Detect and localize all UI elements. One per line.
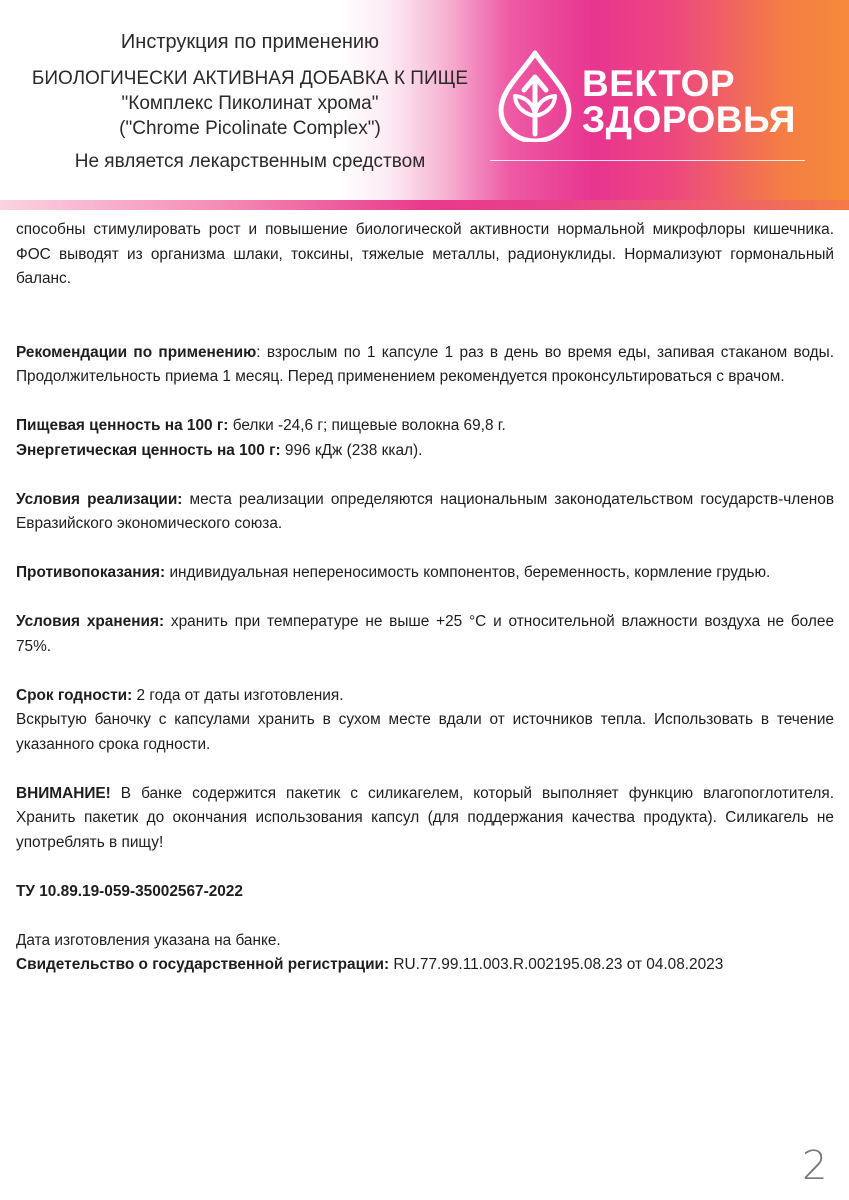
intro-paragraph: способны стимулировать рост и повышение биологической активности нормальной микрофлоры кишечника. ФОС выводят из организма шлаки, токсины, тяжелые металлы, радионуклиды. Нормализуют гормональный баланс.: [16, 221, 834, 287]
instruction-title: Инструкция по применению: [120, 31, 380, 53]
product-type: БИОЛОГИЧЕСКИ АКТИВНАЯ ДОБАВКА К ПИЩЕ: [31, 68, 469, 89]
not-medicine-notice: Не является лекарственным средством: [74, 151, 426, 172]
contra-label: Противопоказания:: [16, 564, 166, 581]
nutrition-text: белки -24,6 г; пищевые волокна 69,8 г.: [228, 417, 506, 434]
storage-text: хранить при температуре не выше +25 °С и относительной влажности воздуха не более 75%.: [16, 613, 835, 655]
page-header: [0, 0, 849, 210]
attention-section: [16, 782, 834, 856]
page-number: 2: [802, 1143, 828, 1189]
recommendations-label: Рекомендации по применению: [16, 343, 257, 361]
shelf-text: 2 года от даты изготовления.: [132, 686, 344, 704]
manufacture-date-note: Дата изготовления указана на банке.: [16, 931, 281, 949]
energy-section: [16, 439, 834, 464]
brand-line-2: ЗДОРОВЬЯ: [582, 99, 796, 140]
product-title: [0, 66, 500, 141]
sale-text: места реализации определяются национальным законодательством государств-членов Евразийского экономического союза.: [16, 490, 834, 532]
nutrition-label: Пищевая ценность на 100 г:: [16, 417, 229, 434]
registration-text: RU.77.99.11.003.R.002195.08.23 от 04.08.2023: [389, 956, 724, 973]
brand-line-1: ВЕКТОР: [582, 63, 736, 104]
sale-label: Условия реализации:: [16, 490, 183, 508]
instruction-body: [16, 218, 834, 978]
storage-section: [16, 610, 834, 659]
brand-logo-text: [582, 63, 796, 140]
tu-code-text: ТУ 10.89.19-059-35002567-2022: [16, 882, 243, 900]
shelf-label: Срок годности:: [16, 686, 133, 704]
storage-label: Условия хранения:: [16, 613, 165, 630]
recommendations-section: [16, 341, 834, 390]
registration-section: [16, 953, 834, 978]
sale-conditions-section: [16, 488, 834, 537]
contra-text: индивидуальная непереносимость компонентов, беременность, кормление грудью.: [165, 564, 771, 581]
contraindications-section: [16, 561, 834, 586]
logo-divider: [490, 160, 805, 161]
attention-text: В банке содержится пакетик с силикагелем, который выполняет функцию влагопоглотителя. Хранить пакетик до окончания использования капсул (для поддержания качества продукта). Силикагель не употреблять в пищу!: [16, 784, 834, 851]
header-gradient-strip: [0, 200, 849, 210]
shelf-note: Вскрытую баночку с капсулами хранить в сухом месте вдали от источников тепла. Использовать в течение указанного срока годности.: [16, 711, 834, 753]
recommendations-text: : взрослым по 1 капсуле 1 раз в день во время еды, запивая стаканом воды. Продолжительность приема 1 месяц. Перед применением рекомендуется проконсультироваться с врачом.: [16, 343, 835, 385]
shelf-life-section: [16, 684, 834, 709]
product-name-ru: "Комплекс Пиколинат хрома": [121, 93, 379, 114]
tu-code: [16, 880, 834, 905]
energy-text: 996 кДж (238 ккал).: [280, 441, 423, 459]
product-name-en: ("Chrome Picolinate Complex"): [119, 118, 381, 139]
sprout-drop-icon: [496, 50, 574, 142]
registration-label: Свидетельство о государственной регистрации:: [16, 956, 390, 973]
attention-label: ВНИМАНИЕ!: [16, 784, 111, 802]
nutrition-section: [16, 414, 834, 439]
energy-label: Энергетическая ценность на 100 г:: [16, 441, 281, 459]
